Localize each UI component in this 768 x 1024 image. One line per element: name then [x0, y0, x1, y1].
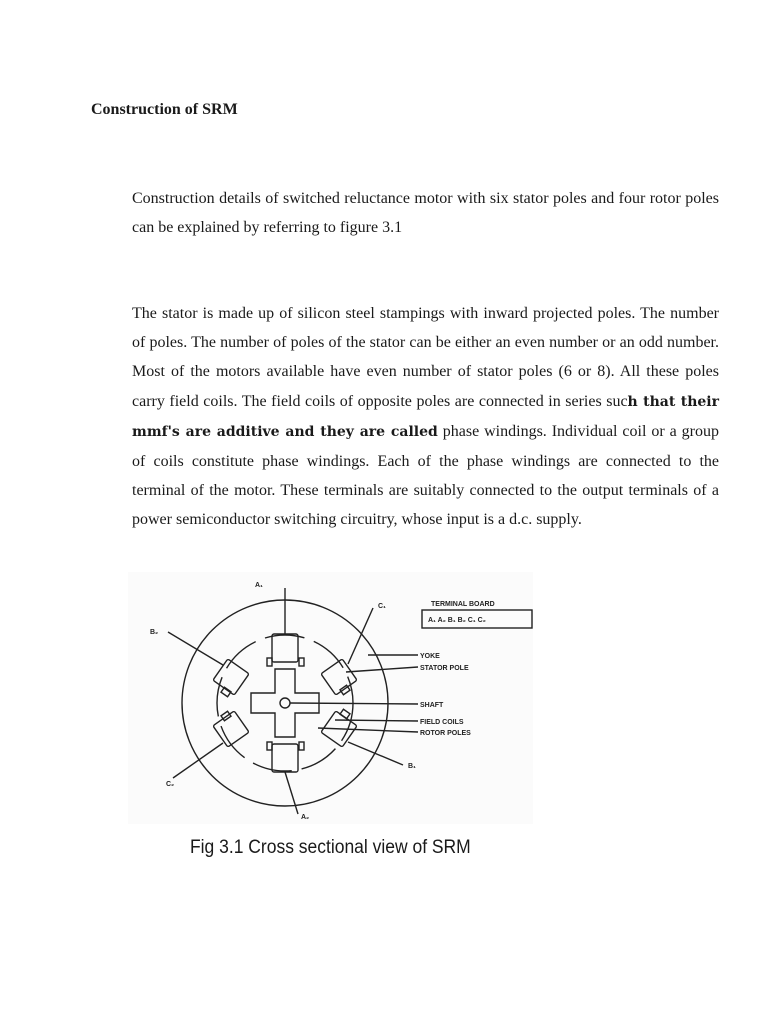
label-yoke: YOKE [420, 653, 440, 660]
terminal-a1: A₁ [255, 582, 263, 589]
paragraph-text-part3: phase windings. Individual coil or a group of coils constitute phase windings. Each of the phase windings are connected to the terminal of the motor. These terminals are suitably connected to the output terminals of a power semiconductor switching circuitry, whose input is a d.c. supply. [132, 422, 719, 529]
label-stator-pole: STATOR POLE [420, 665, 469, 672]
terminal-b1: B₁ [408, 763, 416, 770]
paragraph-text-part2: h that their mmf's are additive and they are called [132, 393, 719, 440]
terminal-board-title: TERMINAL BOARD [431, 601, 495, 608]
terminal-a2: A₂ [301, 814, 310, 821]
label-rotor-poles: ROTOR POLES [420, 730, 471, 737]
paragraph-text-part1: The stator is made up of silicon steel stampings with inward projected poles. The number of poles. The number of poles of the stator can be either an even number or an odd number. Most of the motors available have even number of stator poles (6 or 8). All these poles carry field coils. The field coils of opposite poles are connected in series suc [132, 305, 719, 410]
terminal-b2: B₂ [150, 629, 159, 636]
terminal-board-terminals: A₁ A₂ B₁ B₂ C₁ C₂ [428, 617, 486, 624]
paragraph-stator-description [91, 299, 719, 535]
srm-cross-section-figure [128, 572, 533, 824]
section-heading: Construction of SRM [91, 101, 238, 118]
terminal-c2: C₂ [166, 781, 175, 788]
paragraph-construction-intro: Construction details of switched reluctance motor with six stator poles and four rotor poles can be explained by referring to figure 3.1 [132, 190, 719, 237]
figure-caption: Fig 3.1 Cross sectional view of SRM [190, 837, 471, 858]
terminal-c1: C₁ [378, 603, 386, 610]
label-field-coils: FIELD COILS [420, 719, 464, 726]
label-shaft: SHAFT [420, 702, 444, 709]
